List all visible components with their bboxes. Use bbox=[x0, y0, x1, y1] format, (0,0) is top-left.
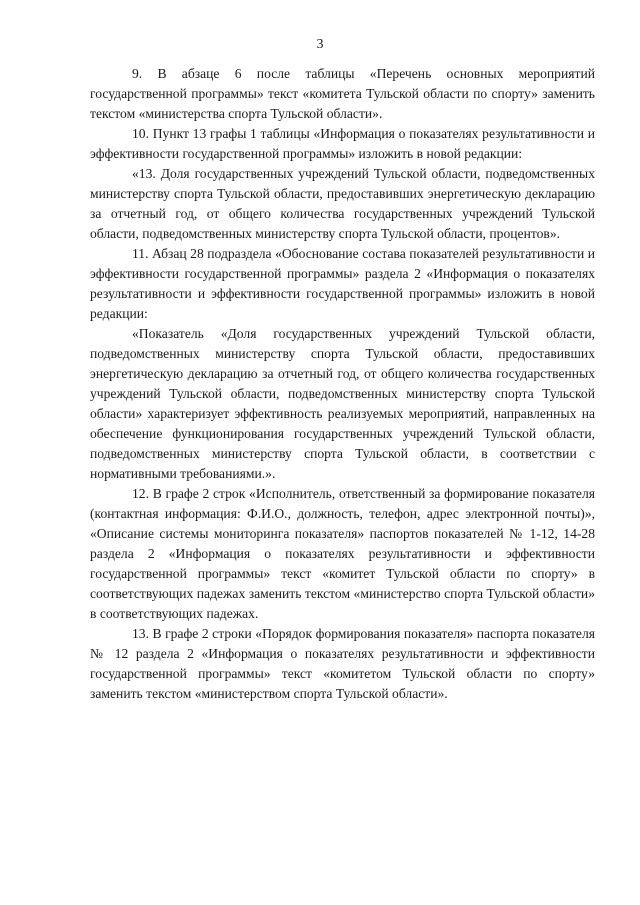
page-number: 3 bbox=[316, 37, 324, 52]
paragraph-11: 11. Абзац 28 подраздела «Обоснование состава показателей результативности и эффективности государственной программы» раздела 2 «Информация о показателях результативности и эффективности государственной программы» изложить в новой редакции: bbox=[90, 246, 595, 321]
document-body bbox=[90, 64, 595, 704]
paragraph-13: 13. В графе 2 строки «Порядок формирования показателя» паспорта показателя № 12 раздела 2 «Информация о показателях результативности и эффективности государственной программы» текст «комитетом Тульской области по спорту» заменить текстом «министерством спорта Тульской области». bbox=[90, 626, 595, 701]
paragraph-10: 10. Пункт 13 графы 1 таблицы «Информация о показателях результативности и эффективности государственной программы» изложить в новой редакции: bbox=[90, 126, 595, 161]
paragraph-9: 9. В абзаце 6 после таблицы «Перечень основных мероприятий государственной программы» текст «комитета Тульской области по спорту» заменить текстом «министерства спорта Тульской области». bbox=[90, 66, 595, 121]
quote-indicator: «Показатель «Доля государственных учреждений Тульской области, подведомственных министерству спорта Тульской области, предоставивших энергетическую декларацию за отчетный год, от общего количества государственных учреждений Тульской области, подведомственных министерству спорта Тульской области» характеризует эффективность реализуемых мероприятий, направленных на обеспечение функционирования государственных учреждений Тульской области, подведомственных министерству спорта Тульской области, в соответствии с нормативными требованиями.». bbox=[90, 326, 595, 481]
paragraph-12: 12. В графе 2 строк «Исполнитель, ответственный за формирование показателя (контактная информация: Ф.И.О., должность, телефон, адрес электронной почты)», «Описание системы мониторинга показателя» паспортов показателей № 1-12, 14-28 раздела 2 «Информация о показателях результативности и эффективности государственной программы» текст «комитет Тульской области по спорту» в соответствующих падежах заменить текстом «министерство спорта Тульской области» в соответствующих падежах. bbox=[90, 486, 595, 621]
quote-item-13: «13. Доля государственных учреждений Тульской области, подведомственных министерству спорта Тульской области, предоставивших энергетическую декларацию за отчетный год, от общего количества государственных учреждений Тульской области, подведомственных министерству спорта Тульской области, процентов». bbox=[90, 166, 595, 241]
